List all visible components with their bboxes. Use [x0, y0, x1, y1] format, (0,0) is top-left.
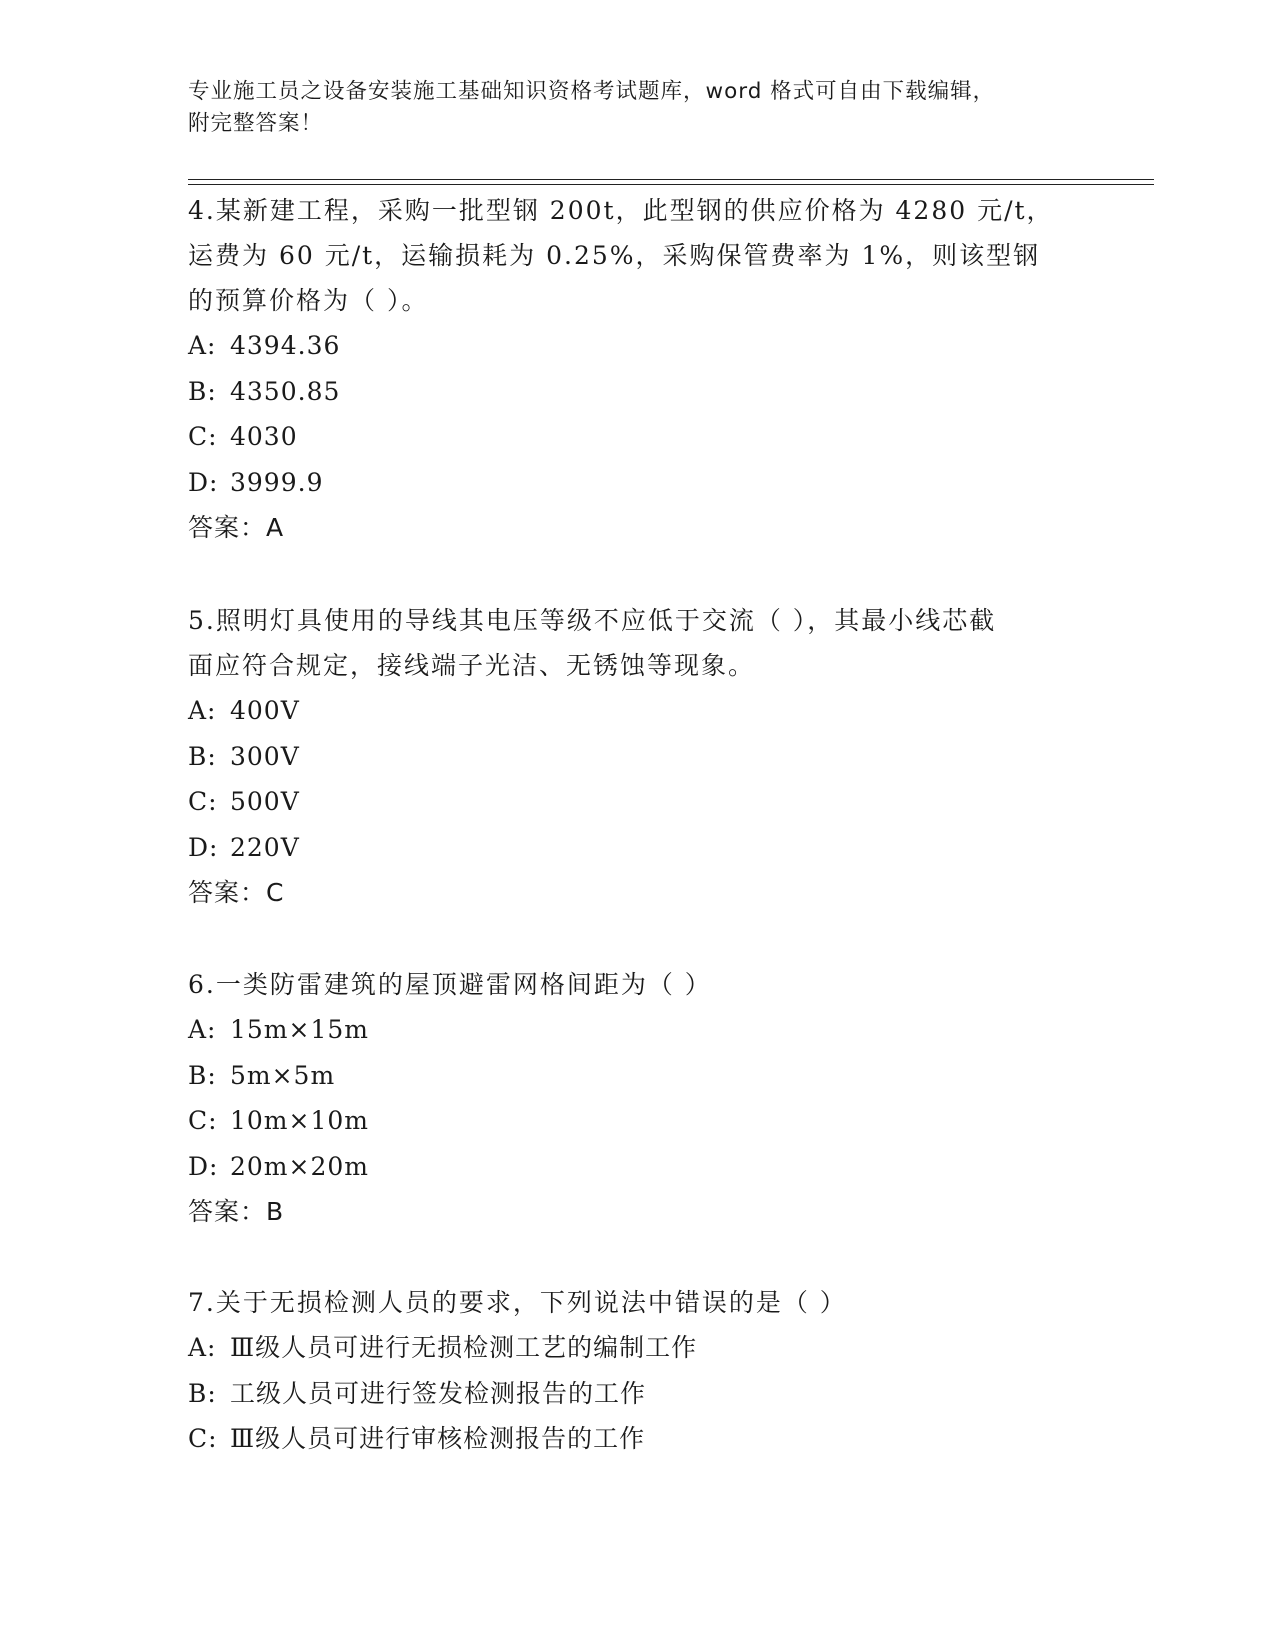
option-text: 工级人员可进行签发检测报告的工作	[230, 1378, 647, 1408]
question-stem-line: 5.照明灯具使用的导线其电压等级不应低于交流（ ），其最小线芯截	[188, 606, 997, 635]
option-text: 15m×15m	[230, 1015, 369, 1044]
option-label: D:	[188, 467, 219, 497]
answer-line: 答案：A	[188, 513, 285, 542]
option-d	[188, 460, 1088, 506]
option-b	[188, 369, 1088, 415]
option-label: A:	[188, 1015, 217, 1044]
option-a	[188, 323, 1088, 369]
option-text: 4350.85	[230, 376, 341, 406]
option-label: C:	[188, 1106, 218, 1135]
question-stem-line: 6.一类防雷建筑的屋顶避雷网格间距为（ ）	[188, 970, 712, 999]
option-text: 20m×20m	[230, 1151, 369, 1181]
option-c	[188, 1416, 1088, 1462]
option-c	[188, 414, 1088, 460]
option-label: B:	[188, 1378, 217, 1408]
header-divider-top	[188, 179, 1154, 180]
question-6	[188, 962, 1088, 1234]
question-stem-line: 的预算价格为（ ）。	[188, 286, 429, 315]
question-7	[188, 1280, 1088, 1462]
option-text: Ⅲ级人员可进行审核检测报告的工作	[230, 1424, 646, 1453]
option-label: C:	[188, 422, 218, 451]
question-stem-line: 7.关于无损检测人员的要求，下列说法中错误的是（ ）	[188, 1288, 847, 1317]
option-b	[188, 1053, 1088, 1099]
option-label: B:	[188, 741, 217, 771]
option-label: A:	[188, 696, 217, 725]
option-label: C:	[188, 1424, 218, 1453]
option-label: C:	[188, 787, 218, 816]
option-b	[188, 1371, 1088, 1417]
option-text: 4030	[230, 422, 298, 451]
question-stem-line: 面应符合规定，接线端子光洁、无锈蚀等现象。	[188, 651, 756, 680]
option-text: 3999.9	[230, 467, 324, 497]
answer-line: 答案：C	[188, 878, 285, 907]
option-text: 5m×5m	[230, 1060, 336, 1090]
answer-line: 答案：B	[188, 1197, 285, 1226]
option-text: 4394.36	[230, 331, 341, 360]
option-label: B:	[188, 376, 217, 406]
option-label: B:	[188, 1060, 217, 1090]
option-text: 400V	[230, 696, 300, 725]
option-text: 220V	[230, 832, 300, 862]
option-b	[188, 734, 1088, 780]
header-divider-bottom	[188, 184, 1154, 185]
option-label: A:	[188, 1333, 217, 1362]
option-c	[188, 779, 1088, 825]
option-d	[188, 825, 1088, 871]
option-label: D:	[188, 832, 219, 862]
option-d	[188, 1144, 1088, 1190]
header-line-2: 附完整答案！	[188, 111, 324, 136]
question-stem-line: 运费为 60 元/t，运输损耗为 0.25%，采购保管费率为 1%，则该型钢	[188, 241, 1041, 270]
header-line-1: 专业施工员之设备安装施工基础知识资格考试题库，word 格式可自由下载编辑，	[188, 79, 996, 104]
option-text: 500V	[230, 787, 300, 816]
option-a	[188, 1325, 1088, 1371]
document-header	[188, 76, 1068, 140]
question-4	[188, 188, 1088, 550]
question-stem-line: 4.某新建工程，采购一批型钢 200t，此型钢的供应价格为 4280 元/t，	[188, 196, 1054, 225]
option-text: 10m×10m	[230, 1106, 369, 1135]
option-c	[188, 1098, 1088, 1144]
question-5	[188, 598, 1088, 915]
option-text: 300V	[230, 741, 300, 771]
option-a	[188, 1007, 1088, 1053]
option-text: Ⅲ级人员可进行无损检测工艺的编制工作	[230, 1333, 698, 1362]
option-label: A:	[188, 331, 217, 360]
option-a	[188, 688, 1088, 734]
option-label: D:	[188, 1151, 219, 1181]
